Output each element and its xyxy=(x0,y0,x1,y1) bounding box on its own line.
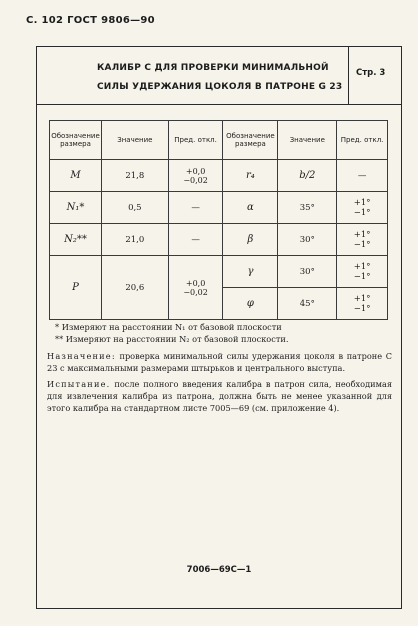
designation-cell: α xyxy=(223,192,278,224)
purpose-text: проверка минимальной силы удержания цоколя в патроне С 23 с максимальными размерами штырьков и центрального выступа. xyxy=(47,351,392,373)
designation-cell: N₂** xyxy=(50,224,102,256)
designation-cell: φ xyxy=(223,288,278,320)
header-value-1: Значение xyxy=(101,121,168,160)
sheet-box xyxy=(348,47,401,104)
value-cell: 0,5 xyxy=(101,192,168,224)
test-paragraph xyxy=(47,378,392,414)
designation-cell: β xyxy=(223,224,278,256)
tolerance-cell: — xyxy=(337,160,388,192)
designation-cell: r₄ xyxy=(223,160,278,192)
header-designation-1: Обозначение размера xyxy=(50,121,102,160)
value-cell: 21,0 xyxy=(101,224,168,256)
tolerance-cell: — xyxy=(168,192,223,224)
value-cell: 30° xyxy=(278,256,337,288)
designation-cell: γ xyxy=(223,256,278,288)
tolerance-cell: +1° −1° xyxy=(337,256,388,288)
document-title xyxy=(97,59,347,97)
tolerance-cell: — xyxy=(168,224,223,256)
tolerance-cell: +1° −1° xyxy=(337,288,388,320)
table-row xyxy=(50,160,388,192)
document-frame xyxy=(36,46,402,609)
tolerance-cell: +0,0 −0,02 xyxy=(168,256,223,320)
page-header: С. 102 ГОСТ 9806—90 xyxy=(26,15,155,26)
table-header-row xyxy=(50,121,388,160)
title-line-2: СИЛЫ УДЕРЖАНИЯ ЦОКОЛЯ В ПАТРОНЕ G 23 xyxy=(97,82,343,92)
purpose-paragraph xyxy=(47,350,392,374)
sheet-footer-code: 7006—69С—1 xyxy=(186,565,252,575)
tolerance-cell: +1° −1° xyxy=(337,192,388,224)
header-value-2: Значение xyxy=(278,121,337,160)
test-label: Испытание. xyxy=(47,379,111,389)
value-cell: 30° xyxy=(278,224,337,256)
purpose-label: Назначение: xyxy=(47,351,116,361)
table-row xyxy=(50,192,388,224)
table-row xyxy=(50,224,388,256)
designation-cell: N₁* xyxy=(50,192,102,224)
value-cell: 35° xyxy=(278,192,337,224)
tolerance-cell: +0,0 −0,02 xyxy=(168,160,223,192)
designation-cell: M xyxy=(50,160,102,192)
header-tolerance-1: Пред. откл. xyxy=(168,121,223,160)
designation-cell: P xyxy=(50,256,102,320)
title-line-1: КАЛИБР С ДЛЯ ПРОВЕРКИ МИНИМАЛЬНОЙ xyxy=(97,63,329,73)
test-text: после полного введения калибра в патрон сила, необходимая для извлечения калибра из патрона, должна быть не менее указанной для этого калибра на стандартном листе 7005—69 (см. приложение 4). xyxy=(47,379,392,413)
value-cell: 21,8 xyxy=(101,160,168,192)
footnotes xyxy=(55,321,385,345)
title-block xyxy=(37,47,401,105)
value-cell: 45° xyxy=(278,288,337,320)
dimensions-table xyxy=(49,120,388,320)
value-cell: 20,6 xyxy=(101,256,168,320)
table-row xyxy=(50,256,388,288)
footnote-1: * Измеряют на расстоянии N₁ от базовой плоскости xyxy=(55,322,282,332)
footnote-2: ** Измеряют на расстоянии N₂ от базовой плоскости. xyxy=(55,334,289,344)
header-tolerance-2: Пред. откл. xyxy=(337,121,388,160)
sheet-number: Стр. 3 xyxy=(356,68,386,78)
tolerance-cell: +1° −1° xyxy=(337,224,388,256)
value-cell: b/2 xyxy=(278,160,337,192)
header-designation-2: Обозначение размера xyxy=(223,121,278,160)
